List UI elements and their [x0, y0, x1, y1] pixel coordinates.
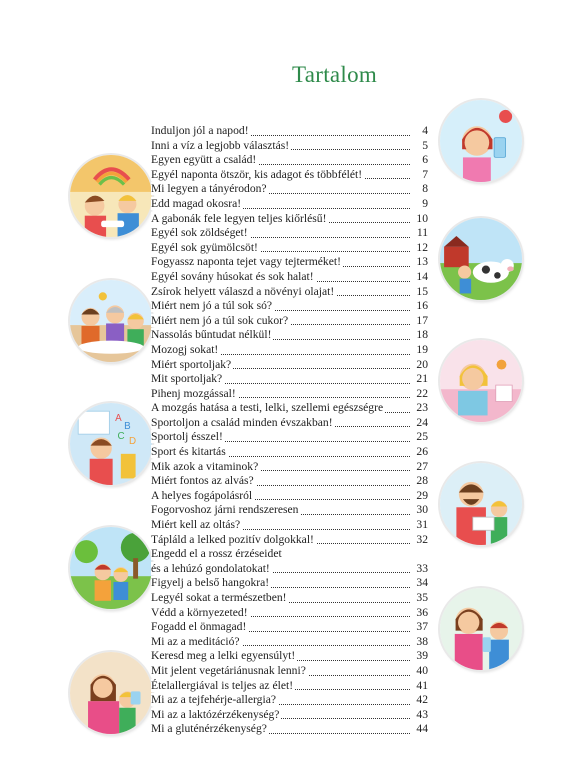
svg-text:B: B	[124, 421, 131, 433]
toc-entry-label: Mit jelent vegetáriánusnak lenni?	[151, 663, 306, 677]
toc-entry[interactable]	[151, 241, 428, 256]
toc-entry-page: 28	[413, 474, 428, 489]
toc-entry-label: Pihenj mozgással!	[151, 386, 236, 400]
toc-entry-label: Ételallergiával is teljes az élet!	[151, 678, 294, 692]
toc-entry[interactable]	[151, 649, 428, 664]
toc-entry[interactable]	[151, 226, 428, 241]
toc-entry-page: 34	[413, 576, 428, 591]
toc-entry-page: 37	[413, 620, 428, 635]
toc-entry-page: 14	[413, 270, 428, 285]
toc-entry[interactable]	[151, 430, 428, 445]
toc-entry-label: Mi a gluténérzékenység?	[151, 722, 267, 736]
toc-entry[interactable]	[151, 401, 428, 416]
illustration-children-outdoors	[70, 527, 152, 609]
toc-entry-label: A gabonák fele legyen teljes kiőrlésű!	[151, 211, 327, 225]
toc-entry[interactable]	[151, 182, 428, 197]
toc-entry-label: Legyél sokat a természetben!	[151, 591, 287, 604]
toc-entry[interactable]	[151, 474, 428, 489]
illustration-family-table	[70, 280, 152, 362]
toc-entry-page: 6	[419, 153, 428, 168]
toc-entry[interactable]	[151, 124, 428, 139]
toc-entry-page: 15	[413, 285, 428, 300]
toc-entry-label: Mi az a laktózérzékenység?	[151, 707, 280, 721]
toc-entry-page: 8	[419, 182, 428, 197]
toc-entry-page: 12	[413, 241, 428, 256]
toc-entry-page: 5	[419, 139, 428, 154]
toc-entry-page: 44	[413, 722, 428, 737]
toc-entry-page: 31	[413, 518, 428, 533]
toc-entry[interactable]	[151, 562, 428, 577]
toc-entry[interactable]	[151, 212, 428, 227]
illustration-father-reading	[440, 463, 522, 545]
toc-entry[interactable]	[151, 460, 428, 475]
toc-entry[interactable]	[151, 503, 428, 518]
toc-entry[interactable]	[151, 722, 428, 737]
toc-entry[interactable]	[151, 372, 428, 387]
toc-entry-label: Miért nem jó a túl sok cukor?	[151, 313, 289, 327]
toc-entry-label: Tápláld a lelked pozitív dolgokkal!	[151, 532, 314, 546]
toc-entry[interactable]	[151, 299, 428, 314]
toc-entry[interactable]	[151, 620, 428, 635]
toc-entry[interactable]	[151, 576, 428, 591]
toc-entry-page: 22	[413, 387, 428, 402]
toc-entry-page: 21	[413, 372, 428, 387]
toc-entry-page: 26	[413, 445, 428, 460]
toc-entry[interactable]	[151, 139, 428, 154]
toc-entry[interactable]	[151, 328, 428, 343]
toc-entry-label: Fogadd el önmagad!	[151, 620, 247, 634]
toc-entry-page: 20	[413, 358, 428, 373]
toc-entry-label: Mi az a tejfehérje-allergia?	[151, 693, 276, 707]
toc-entry-page: 35	[413, 591, 428, 606]
toc-entry[interactable]	[151, 285, 428, 300]
toc-entry-label: Fogyassz naponta tejet vagy tejterméket!	[151, 255, 341, 269]
toc-entry-label: Mik azok a vitaminok?	[151, 459, 259, 473]
toc-entry-page: 40	[413, 664, 428, 679]
toc-entry[interactable]	[151, 489, 428, 504]
toc-entry[interactable]	[151, 445, 428, 460]
toc-entry-label: Sport és kitartás	[151, 445, 226, 459]
toc-entry[interactable]	[151, 708, 428, 723]
toc-entry-page: 18	[413, 328, 428, 343]
toc-entry-page: 39	[413, 649, 428, 664]
toc-entry-label: Mit sportoljak?	[151, 372, 223, 386]
toc-entry[interactable]	[151, 591, 428, 606]
toc-entry-page: 19	[413, 343, 428, 358]
illustration-mother-child	[70, 652, 152, 734]
toc-entry-label: Egyél sok zöldséget!	[151, 226, 248, 240]
toc-entry-label: Figyelj a belső hangokra!	[151, 576, 270, 590]
toc-entry[interactable]	[151, 518, 428, 533]
toc-entry-page: 24	[413, 416, 428, 431]
toc-entry-label: Keresd meg a lelki egyensúlyt!	[151, 649, 296, 663]
toc-entry-page: 4	[419, 124, 428, 139]
toc-entry-label: Sportoljon a család minden évszakban!	[151, 415, 333, 429]
toc-entry-page: 30	[413, 503, 428, 518]
toc-entry-page: 32	[413, 533, 428, 548]
illustration-family-kitchen	[440, 588, 522, 670]
toc-entry-label: Védd a környezeted!	[151, 605, 248, 619]
toc-entry[interactable]	[151, 387, 428, 402]
toc-entry-page: 17	[413, 314, 428, 329]
toc-entry-label: Egyél sok gyümölcsöt!	[151, 240, 258, 254]
toc-entry-label: Inni a víz a legjobb választás!	[151, 138, 290, 152]
illustration-family-breakfast	[70, 155, 152, 237]
toc-entry-page: 33	[413, 562, 428, 577]
toc-entry-label: Mi az a meditáció?	[151, 634, 240, 648]
toc-entry-page: 16	[413, 299, 428, 314]
toc-entry-page: 36	[413, 606, 428, 621]
toc-entry-page: 11	[414, 226, 428, 241]
toc-entry-page: 38	[413, 635, 428, 650]
toc-entry-label: Egyél naponta ötször, kis adagot és többfélét!	[151, 167, 363, 181]
toc-entry-page: 10	[413, 212, 428, 227]
svg-text:A: A	[115, 413, 122, 425]
toc-entry-page: 23	[413, 401, 428, 416]
svg-text:D: D	[129, 436, 137, 447]
toc-entry-page: 27	[413, 460, 428, 475]
toc-entry-page: 25	[413, 430, 428, 445]
toc-entry-label: Sportolj ésszel!	[151, 430, 223, 444]
table-of-contents	[151, 124, 428, 737]
illustration-girl-bed	[440, 340, 522, 422]
toc-entry-label: Zsírok helyett válaszd a növényi olajat!	[151, 284, 335, 298]
toc-entry-page: 9	[419, 197, 428, 212]
toc-entry[interactable]	[151, 533, 428, 548]
toc-entry[interactable]	[151, 606, 428, 621]
toc-entry-label: Miért kell az oltás?	[151, 518, 241, 532]
toc-entry-page: 41	[413, 679, 428, 694]
toc-entry[interactable]	[151, 168, 428, 183]
svg-text:C: C	[117, 431, 125, 443]
toc-entry-page: 7	[419, 168, 428, 183]
toc-entry-label: Nassolás bűntudat nélkül!	[151, 328, 272, 342]
toc-entry[interactable]	[151, 197, 428, 212]
toc-entry-page: 42	[413, 693, 428, 708]
illustration-school-boy	[70, 403, 152, 485]
toc-entry-label: A mozgás hatása a testi, lelki, szellemi egészségre	[151, 401, 384, 415]
toc-entry-label: Induljon jól a napod!	[151, 124, 249, 137]
toc-entry-label: Egyél sovány húsokat és sok halat!	[151, 269, 314, 283]
toc-entry[interactable]	[151, 679, 428, 694]
toc-entry-label: Engedd el a rossz érzéseidet	[151, 547, 282, 561]
toc-entry[interactable]	[151, 635, 428, 650]
toc-entry-label: Miért fontos az alvás?	[151, 474, 254, 488]
toc-entry-label: és a lehúzó gondolatokat!	[151, 561, 270, 575]
toc-entry[interactable]	[151, 153, 428, 168]
toc-entry-label: Miért sportoljak?	[151, 357, 232, 371]
illustration-girl-glass	[440, 100, 522, 182]
toc-entry-page: 43	[413, 708, 428, 723]
toc-entry[interactable]	[151, 416, 428, 431]
toc-entry-label: Fogorvoshoz járni rendszeresen	[151, 503, 299, 517]
toc-entry-page: 29	[413, 489, 428, 504]
toc-entry[interactable]	[151, 358, 428, 373]
toc-entry-label: Edd magad okosra!	[151, 196, 242, 210]
toc-entry[interactable]	[151, 255, 428, 270]
page-title: Tartalom	[292, 62, 378, 87]
toc-entry[interactable]	[151, 693, 428, 708]
toc-entry-label: Mozogj sokat!	[151, 342, 219, 356]
illustration-farm-cow	[440, 218, 522, 300]
toc-entry[interactable]	[151, 664, 428, 679]
toc-entry-label: A helyes fogápolásról	[151, 488, 253, 502]
toc-entry[interactable]	[151, 343, 428, 358]
toc-entry[interactable]	[151, 314, 428, 329]
toc-entry[interactable]	[151, 270, 428, 285]
toc-entry-label: Mi legyen a tányérodon?	[151, 182, 267, 196]
toc-entry-label: Miért nem jó a túl sok só?	[151, 299, 273, 313]
toc-entry-page: 13	[413, 255, 428, 270]
toc-entry-label: Egyen együtt a család!	[151, 153, 257, 167]
toc-entry[interactable]	[151, 547, 428, 562]
